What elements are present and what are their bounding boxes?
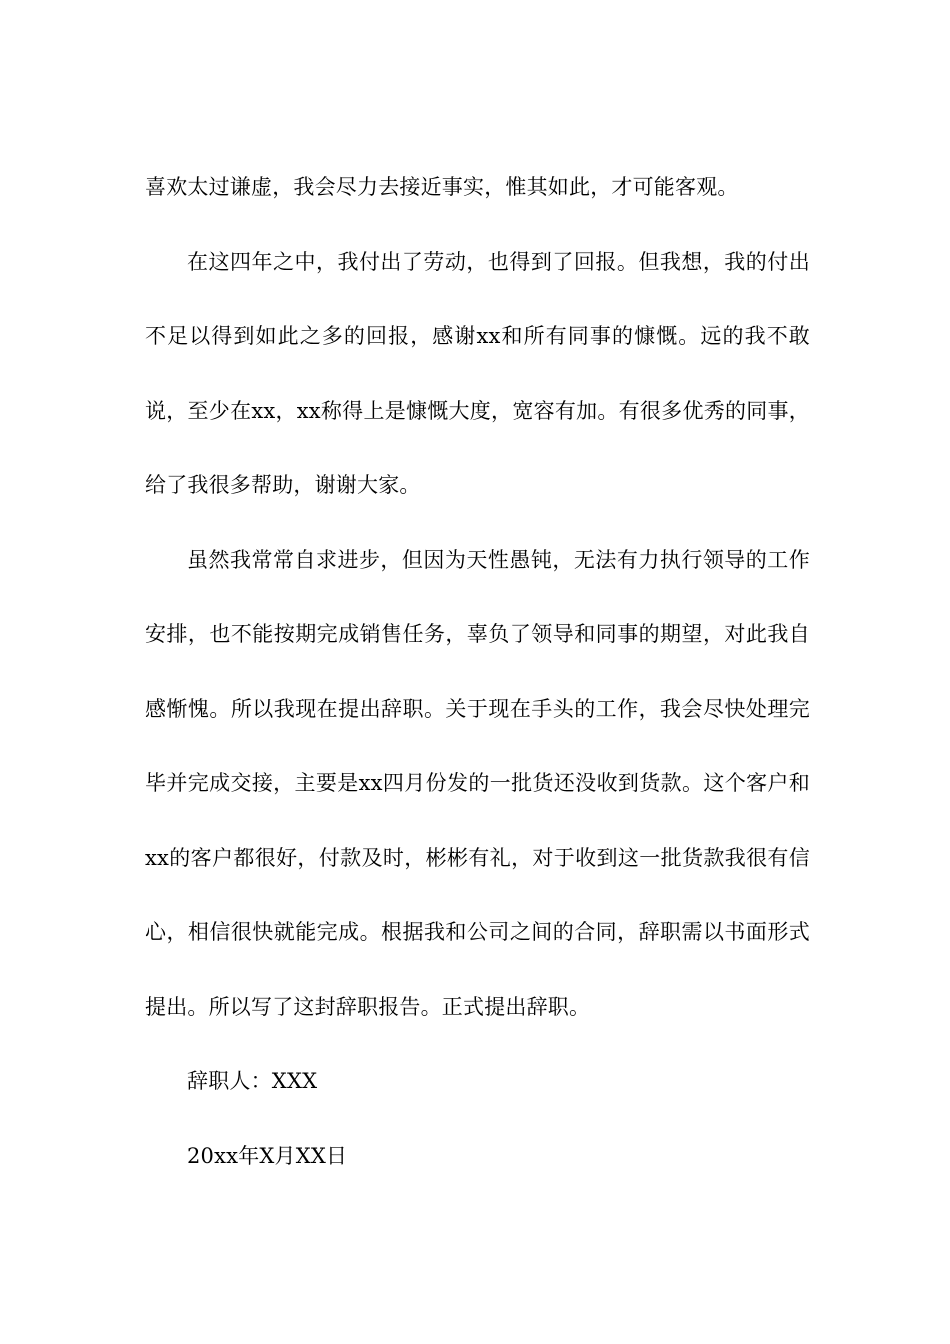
signature-line: 辞职人：XXX: [187, 1069, 318, 1093]
paragraph-continuation: 喜欢太过谦虚，我会尽力去接近事实，惟其如此，才可能客观。: [145, 175, 739, 199]
paragraph-gratitude: 在这四年之中，我付出了劳动，也得到了回报。但我想，我的付出不足以得到如此之多的回报，感谢xx和所有同事的慷慨。远的我不敢说，至少在xx，xx称得上是慷慨大度，宽容有加。有很多优秀的同事，给了我很多帮助，谢谢大家。: [145, 249, 810, 497]
date-line: 20xx年X月XX日: [187, 1143, 348, 1168]
paragraph-resignation: 虽然我常常自求进步，但因为天性愚钝，无法有力执行领导的工作安排，也不能按期完成销售任务，辜负了领导和同事的期望，对此我自感惭愧。所以我现在提出辞职。关于现在手头的工作，我会尽快处理完毕并完成交接，主要是xx四月份发的一批货还没收到货款。这个客户和xx的客户都很好，付款及时，彬彬有礼，对于收到这一批货款我很有信心，相信很快就能完成。根据我和公司之间的合同，辞职需以书面形式提出。所以写了这封辞职报告。正式提出辞职。: [145, 547, 810, 1019]
document-body: [145, 150, 810, 1193]
